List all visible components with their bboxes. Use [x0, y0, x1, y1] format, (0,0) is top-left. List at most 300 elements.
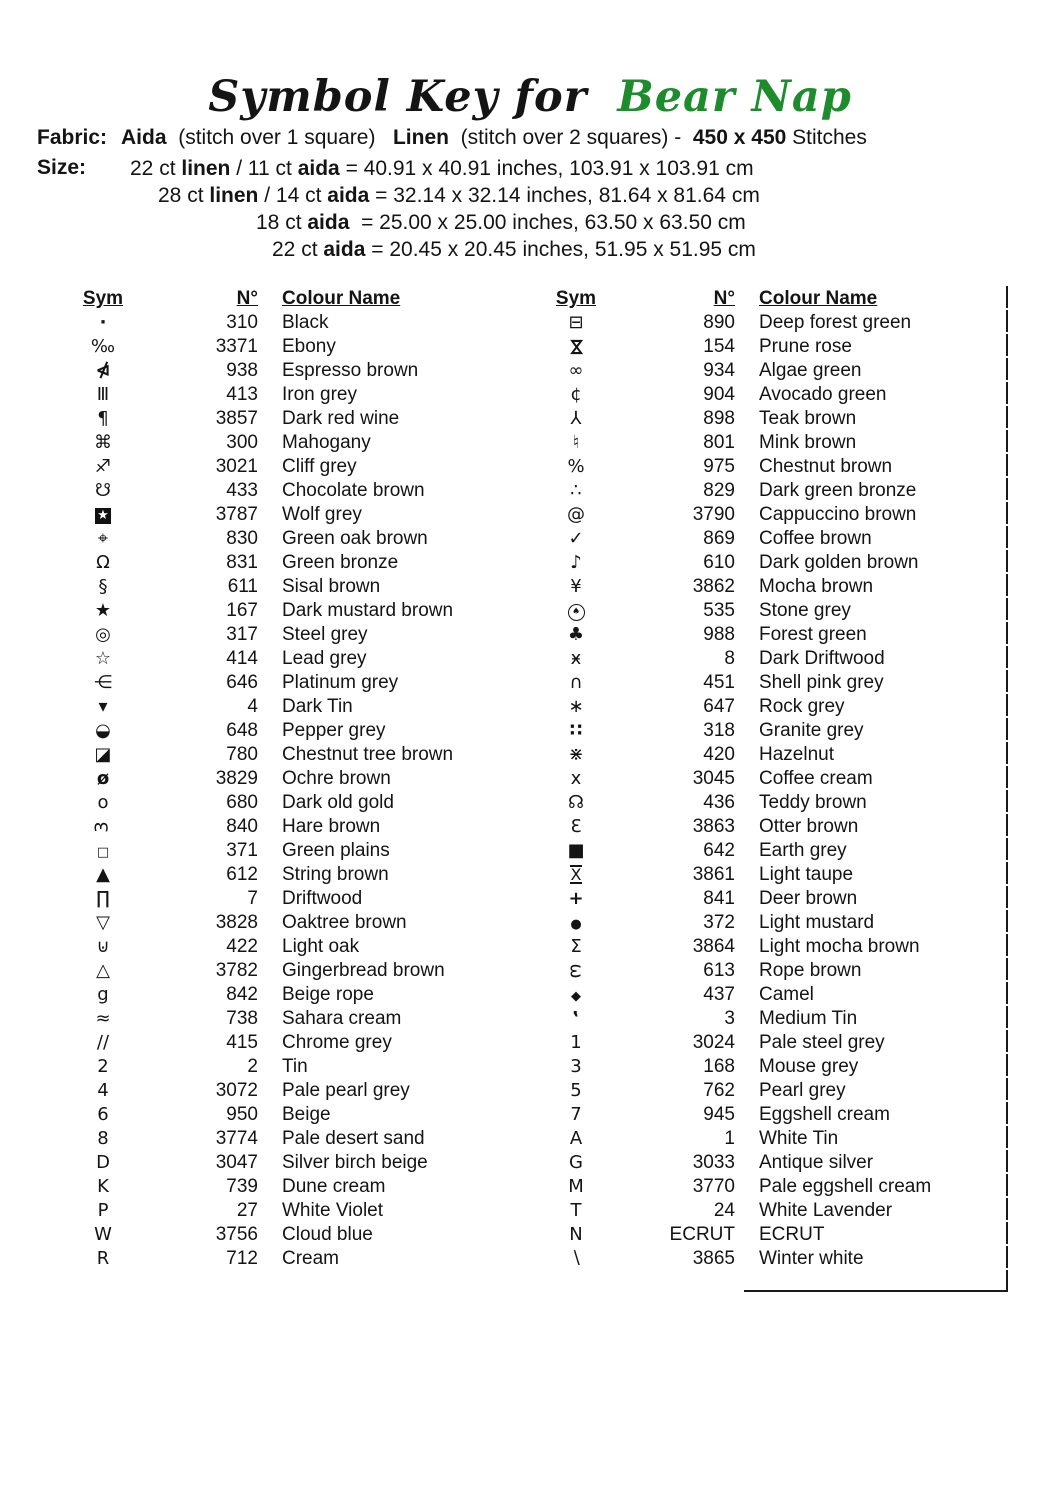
colour-name: White Violet — [282, 1200, 384, 1221]
stitch-symbol-icon: ‛ — [572, 1008, 580, 1029]
stitch-symbol-icon: ★ — [94, 600, 112, 621]
text-segment: Stitches — [786, 126, 867, 149]
key-row — [80, 791, 500, 815]
colour-name: Prune rose — [759, 336, 852, 357]
key-row — [553, 695, 993, 719]
header-colour-name: Colour Name — [759, 288, 878, 309]
stitch-symbol-cell — [80, 791, 126, 815]
colour-name: Hazelnut — [759, 744, 834, 765]
colour-name: Iron grey — [282, 384, 357, 405]
text-segment: 28 ct — [158, 184, 210, 207]
stitch-symbol-cell — [553, 743, 599, 767]
colour-name: Silver birch beige — [282, 1152, 428, 1173]
key-row — [80, 455, 500, 479]
stitch-symbol-icon: o — [97, 792, 109, 813]
stitch-symbol-icon: ■ — [567, 840, 585, 861]
header-number: N° — [713, 288, 735, 309]
key-row — [553, 839, 993, 863]
floss-number: 371 — [226, 840, 258, 861]
page-title — [0, 72, 1060, 122]
text-segment: / 14 ct — [258, 184, 328, 207]
key-rows-right — [553, 311, 993, 1271]
key-row — [80, 359, 500, 383]
floss-number: 3770 — [692, 1176, 735, 1197]
key-row — [80, 815, 500, 839]
colour-name: White Tin — [759, 1128, 839, 1149]
stitch-symbol-cell — [553, 503, 599, 527]
stitch-symbol-cell — [553, 815, 599, 839]
key-row — [80, 1175, 500, 1199]
floss-number: 988 — [703, 624, 735, 645]
stitch-symbol-icon: ≈ — [95, 1008, 111, 1029]
key-row — [553, 935, 993, 959]
colour-name: Deep forest green — [759, 312, 912, 333]
stitch-symbol-cell — [553, 695, 599, 719]
key-row — [80, 311, 500, 335]
stitch-symbol-cell — [553, 1031, 599, 1055]
colour-name: Sahara cream — [282, 1008, 402, 1029]
stitch-symbol-cell — [553, 575, 599, 599]
floss-number: 712 — [226, 1248, 258, 1269]
floss-number: 829 — [703, 480, 735, 501]
stitch-symbol-icon: Ω — [96, 552, 110, 573]
key-row — [80, 1031, 500, 1055]
key-row — [553, 791, 993, 815]
key-row — [80, 623, 500, 647]
stitch-symbol-icon: ▾ — [98, 696, 108, 717]
key-rows-left — [80, 311, 500, 1271]
stitch-symbol-icon: □ — [96, 845, 110, 860]
stitch-symbol-icon: ⋲ — [94, 672, 112, 693]
floss-number: 168 — [703, 1056, 735, 1077]
colour-name: Stone grey — [759, 600, 851, 621]
stitch-symbol-icon: 3 — [570, 1056, 582, 1077]
stitch-symbol-icon: A — [569, 1128, 583, 1149]
floss-number: 3857 — [215, 408, 258, 429]
floss-number: 415 — [226, 1032, 258, 1053]
floss-number: 24 — [713, 1200, 735, 1221]
stitch-symbol-icon: K — [97, 1176, 109, 1197]
floss-number: 433 — [226, 480, 258, 501]
bold-text-segment: linen — [209, 184, 259, 207]
colour-name: Cappuccino brown — [759, 504, 917, 525]
floss-number: 738 — [226, 1008, 258, 1029]
floss-number: 154 — [703, 336, 735, 357]
stitch-symbol-icon: § — [98, 576, 108, 597]
stitch-symbol-cell — [80, 839, 126, 865]
key-row — [553, 1151, 993, 1175]
stitch-symbol-icon: G — [569, 1152, 583, 1173]
stitch-symbol-cell — [80, 407, 126, 431]
floss-number: 648 — [226, 720, 258, 741]
fabric-line — [37, 126, 867, 150]
colour-name: Beige rope — [282, 984, 374, 1005]
key-row — [80, 1151, 500, 1175]
stitch-symbol-cell — [553, 1127, 599, 1151]
key-row — [553, 887, 993, 911]
stitch-symbol-cell — [80, 383, 126, 407]
stitch-symbol-cell — [80, 647, 126, 671]
floss-number: 3865 — [692, 1248, 735, 1269]
key-row — [80, 695, 500, 719]
fabric-label: Fabric: — [37, 126, 108, 149]
stitch-symbol-icon: ¶ — [97, 408, 109, 429]
colour-name: Eggshell cream — [759, 1104, 890, 1125]
key-row — [80, 431, 500, 455]
symbol-key-table-left — [80, 287, 500, 1271]
stitch-symbol-cell — [553, 335, 599, 359]
key-row — [553, 383, 993, 407]
key-row — [553, 503, 993, 527]
stitch-symbol-cell — [553, 1247, 599, 1271]
stitch-symbol-cell — [553, 1007, 599, 1031]
stitch-symbol-cell — [80, 623, 126, 647]
bold-text-segment: aida — [327, 184, 370, 207]
floss-number: 317 — [226, 624, 258, 645]
key-row — [80, 599, 500, 623]
colour-name: ECRUT — [759, 1224, 825, 1245]
colour-name: Driftwood — [282, 888, 363, 909]
floss-number: 612 — [226, 864, 258, 885]
key-row — [80, 839, 500, 863]
floss-number: 890 — [703, 312, 735, 333]
stitch-symbol-cell — [553, 1079, 599, 1103]
key-row — [553, 863, 993, 887]
floss-number: 3863 — [692, 816, 735, 837]
colour-name: Green bronze — [282, 552, 399, 573]
stitch-symbol-cell — [80, 1079, 126, 1103]
floss-number: 938 — [226, 360, 258, 381]
key-row — [80, 863, 500, 887]
stitch-symbol-cell — [80, 311, 126, 335]
size-lines — [130, 155, 760, 263]
colour-name: Deer brown — [759, 888, 858, 909]
floss-number: 300 — [226, 432, 258, 453]
stitch-symbol-icon: W — [94, 1224, 112, 1245]
text-segment: (stitch over 1 square) — [166, 126, 393, 149]
stitch-symbol-icon: ∏ — [96, 888, 110, 909]
stitch-symbol-cell — [553, 1055, 599, 1079]
stitch-symbol-cell — [553, 767, 599, 791]
floss-number: 3072 — [215, 1080, 258, 1101]
stitch-symbol-cell — [80, 743, 126, 767]
stitch-symbol-icon: ☆ — [94, 648, 112, 669]
floss-number: 535 — [703, 600, 735, 621]
key-row — [80, 1223, 500, 1247]
stitch-symbol-cell — [553, 407, 599, 431]
stitch-symbol-cell — [553, 479, 599, 503]
floss-number: 840 — [226, 816, 258, 837]
key-row — [80, 1127, 500, 1151]
key-row — [80, 551, 500, 575]
colour-name: Mahogany — [282, 432, 371, 453]
floss-number: 3371 — [215, 336, 258, 357]
stitch-symbol-icon: ∴ — [570, 480, 582, 501]
floss-number: 437 — [703, 984, 735, 1005]
floss-number: 801 — [703, 432, 735, 453]
stitch-symbol-icon: P — [97, 1200, 109, 1221]
floss-number: 3829 — [215, 768, 258, 789]
key-row — [553, 911, 993, 935]
stitch-symbol-icon: T — [570, 1200, 582, 1221]
stitch-symbol-icon: ♪ — [570, 552, 582, 573]
stitch-symbol-icon: ♐ — [94, 456, 112, 477]
bold-text-segment: 450 x 450 — [692, 126, 787, 149]
stitch-symbol-icon: x — [570, 768, 582, 789]
stitch-symbol-icon: ω — [565, 963, 587, 979]
colour-name: Wolf grey — [282, 504, 362, 525]
floss-number: 3864 — [692, 936, 735, 957]
floss-number: 611 — [227, 576, 258, 597]
stitch-symbol-cell — [553, 551, 599, 575]
stitch-symbol-cell — [80, 911, 126, 935]
floss-number: 436 — [703, 792, 735, 813]
stitch-symbol-cell — [80, 431, 126, 455]
colour-name: String brown — [282, 864, 389, 885]
stitch-symbol-cell — [80, 1175, 126, 1199]
colour-name: Dark golden brown — [759, 552, 919, 573]
stitch-symbol-icon: ☊ — [568, 792, 584, 813]
floss-number: 3787 — [215, 504, 258, 525]
header-sym: Sym — [555, 288, 597, 309]
key-row — [80, 959, 500, 983]
stitch-symbol-icon: ♮ — [572, 432, 580, 453]
floss-number: 3033 — [692, 1152, 735, 1173]
key-row — [553, 1199, 993, 1223]
colour-name: Chocolate brown — [282, 480, 425, 501]
stitch-symbol-cell — [80, 1247, 126, 1271]
size-block — [37, 155, 760, 263]
stitch-symbol-icon: ⊍ — [96, 936, 110, 957]
floss-number: 420 — [703, 744, 735, 765]
stitch-symbol-cell — [553, 527, 599, 551]
colour-name: Dune cream — [282, 1176, 386, 1197]
stitch-symbol-icon: ⌘ — [94, 432, 112, 453]
key-row — [553, 359, 993, 383]
key-row — [553, 479, 993, 503]
colour-name: Dark red wine — [282, 408, 400, 429]
colour-name: Earth grey — [759, 840, 847, 861]
text-segment: 22 ct — [130, 157, 182, 180]
colour-name: Oaktree brown — [282, 912, 407, 933]
bold-text-segment: linen — [181, 157, 231, 180]
stitch-symbol-cell — [80, 1151, 126, 1175]
symbol-key-table-right — [553, 287, 993, 1271]
header-number: N° — [236, 288, 258, 309]
colour-name: Mouse grey — [759, 1056, 859, 1077]
floss-number: ECRUT — [669, 1224, 735, 1245]
stitch-symbol-cell — [80, 551, 126, 575]
colour-name: Teak brown — [759, 408, 857, 429]
stitch-symbol-cell — [80, 695, 126, 719]
colour-name: Gingerbread brown — [282, 960, 445, 981]
floss-number: 841 — [703, 888, 735, 909]
colour-name: Light taupe — [759, 864, 854, 885]
stitch-symbol-icon: ◒ — [95, 720, 111, 741]
stitch-symbol-icon: ø — [96, 768, 110, 789]
floss-number: 739 — [226, 1176, 258, 1197]
stitch-symbol-cell — [553, 1103, 599, 1127]
colour-name: Pepper grey — [282, 720, 386, 741]
stitch-symbol-icon: Χ — [570, 865, 582, 884]
stitch-symbol-cell — [80, 527, 126, 551]
stitch-symbol-icon: 4 — [97, 1080, 109, 1101]
stitch-symbol-icon: ♣ — [567, 624, 585, 645]
key-row — [553, 575, 993, 599]
floss-number: 3828 — [215, 912, 258, 933]
floss-number: 167 — [226, 600, 258, 621]
key-row — [80, 1055, 500, 1079]
stitch-symbol-icon: M — [568, 1176, 584, 1197]
stitch-symbol-cell — [80, 575, 126, 599]
stitch-symbol-icon: + — [568, 888, 584, 909]
stitch-symbol-cell — [80, 863, 126, 887]
key-row — [553, 1079, 993, 1103]
stitch-symbol-cell — [80, 479, 126, 503]
colour-name: Cloud blue — [282, 1224, 373, 1245]
stitch-symbol-icon: ▲ — [96, 864, 110, 885]
stitch-symbol-cell — [80, 1199, 126, 1223]
colour-name: Cliff grey — [282, 456, 357, 477]
stitch-symbol-cell — [553, 455, 599, 479]
floss-number: 451 — [703, 672, 735, 693]
colour-name: Shell pink grey — [759, 672, 884, 693]
stitch-symbol-cell — [553, 935, 599, 959]
key-row — [553, 1247, 993, 1271]
floss-number: 898 — [703, 408, 735, 429]
key-header-row — [80, 287, 500, 311]
stitch-symbol-cell — [553, 1175, 599, 1199]
stitch-symbol-icon: ⅄ — [570, 408, 582, 429]
stitch-symbol-cell — [553, 599, 599, 623]
colour-name: Cream — [282, 1248, 340, 1269]
colour-name: Hare brown — [282, 816, 381, 837]
stitch-symbol-icon: D — [96, 1152, 110, 1173]
fabric-details — [121, 126, 867, 149]
floss-number: 975 — [703, 456, 735, 477]
key-row — [553, 431, 993, 455]
stitch-symbol-icon: ∖ — [570, 1248, 582, 1269]
colour-name: Coffee brown — [759, 528, 872, 549]
floss-number: 7 — [247, 888, 258, 909]
floss-number: 1 — [724, 1128, 735, 1149]
stitch-symbol-cell — [553, 671, 599, 695]
colour-name: Antique silver — [759, 1152, 874, 1173]
stitch-symbol-icon: 5 — [570, 1080, 582, 1101]
key-row — [553, 1223, 993, 1247]
colour-name: Green oak brown — [282, 528, 428, 549]
colour-name: Sisal brown — [282, 576, 381, 597]
floss-number: 413 — [226, 384, 258, 405]
floss-number: 414 — [226, 648, 258, 669]
stitch-symbol-cell — [553, 887, 599, 911]
colour-name: Platinum grey — [282, 672, 399, 693]
colour-name: Winter white — [759, 1248, 864, 1269]
floss-number: 3782 — [215, 960, 258, 981]
title-prefix: Symbol Key for — [208, 72, 588, 122]
floss-number: 780 — [226, 744, 258, 765]
colour-name: Mocha brown — [759, 576, 874, 597]
stitch-symbol-cell — [80, 767, 126, 791]
colour-name: Espresso brown — [282, 360, 419, 381]
stitch-symbol-icon: 7 — [570, 1104, 582, 1125]
text-segment: = 40.91 x 40.91 inches, 103.91 x 103.91 cm — [339, 157, 754, 180]
colour-name: Dark green bronze — [759, 480, 917, 501]
floss-number: 3790 — [692, 504, 735, 525]
text-segment: 18 ct — [256, 211, 308, 234]
key-row — [80, 767, 500, 791]
stitch-symbol-cell — [553, 959, 599, 983]
stitch-symbol-icon: 2 — [97, 1056, 109, 1077]
floss-number: 8 — [724, 648, 735, 669]
colour-name: Dark Driftwood — [759, 648, 885, 669]
stitch-symbol-cell — [80, 1007, 126, 1031]
key-row — [553, 671, 993, 695]
colour-name: Rope brown — [759, 960, 862, 981]
text-segment: (stitch over 2 squares) - — [448, 126, 693, 149]
key-row — [80, 887, 500, 911]
stitch-symbol-icon: ◎ — [95, 624, 111, 645]
stitch-symbol-icon: ⋪ — [95, 360, 111, 381]
colour-name: Light mocha brown — [759, 936, 920, 957]
key-row — [553, 335, 993, 359]
colour-name: Rock grey — [759, 696, 845, 717]
stitch-symbol-icon: g — [97, 984, 109, 1005]
text-segment: 22 ct — [272, 238, 324, 261]
stitch-symbol-icon: N — [569, 1224, 583, 1245]
stitch-symbol-cell — [553, 431, 599, 455]
floss-number: 831 — [226, 552, 258, 573]
floss-number: 3021 — [215, 456, 258, 477]
stitch-symbol-cell — [553, 983, 599, 1009]
stitch-symbol-icon: % — [567, 456, 585, 477]
colour-name: Pearl grey — [759, 1080, 846, 1101]
stitch-symbol-cell — [553, 839, 599, 863]
colour-name: Green plains — [282, 840, 390, 861]
stitch-symbol-cell — [553, 311, 599, 335]
stitch-symbol-icon: 1 — [570, 1032, 582, 1053]
stitch-symbol-icon: Ⅲ — [96, 384, 110, 405]
floss-number: 904 — [703, 384, 735, 405]
stitch-symbol-icon: ◆ — [571, 989, 581, 1004]
key-row — [80, 647, 500, 671]
floss-number: 372 — [703, 912, 735, 933]
stitch-symbol-icon: ◪ — [94, 744, 112, 765]
key-row — [80, 1199, 500, 1223]
stitch-symbol-cell — [80, 1103, 126, 1127]
key-row — [80, 575, 500, 599]
floss-number: 869 — [703, 528, 735, 549]
stitch-symbol-cell — [80, 671, 126, 695]
stitch-symbol-icon: ∩ — [569, 672, 583, 693]
stitch-symbol-icon: @ — [567, 504, 585, 525]
key-row — [553, 719, 993, 743]
key-row — [553, 455, 993, 479]
key-row — [80, 743, 500, 767]
key-row — [553, 743, 993, 767]
stitch-symbol-cell — [80, 1223, 126, 1247]
stitch-symbol-icon: ⋈ — [566, 338, 587, 356]
key-row — [553, 767, 993, 791]
colour-name: Pale eggshell cream — [759, 1176, 932, 1197]
stitch-symbol-cell — [80, 599, 126, 623]
colour-name: Algae green — [759, 360, 862, 381]
stitch-symbol-cell — [553, 863, 599, 887]
stitch-symbol-cell — [80, 887, 126, 911]
size-line — [130, 209, 760, 236]
stitch-symbol-cell — [553, 623, 599, 647]
colour-name: Mink brown — [759, 432, 857, 453]
